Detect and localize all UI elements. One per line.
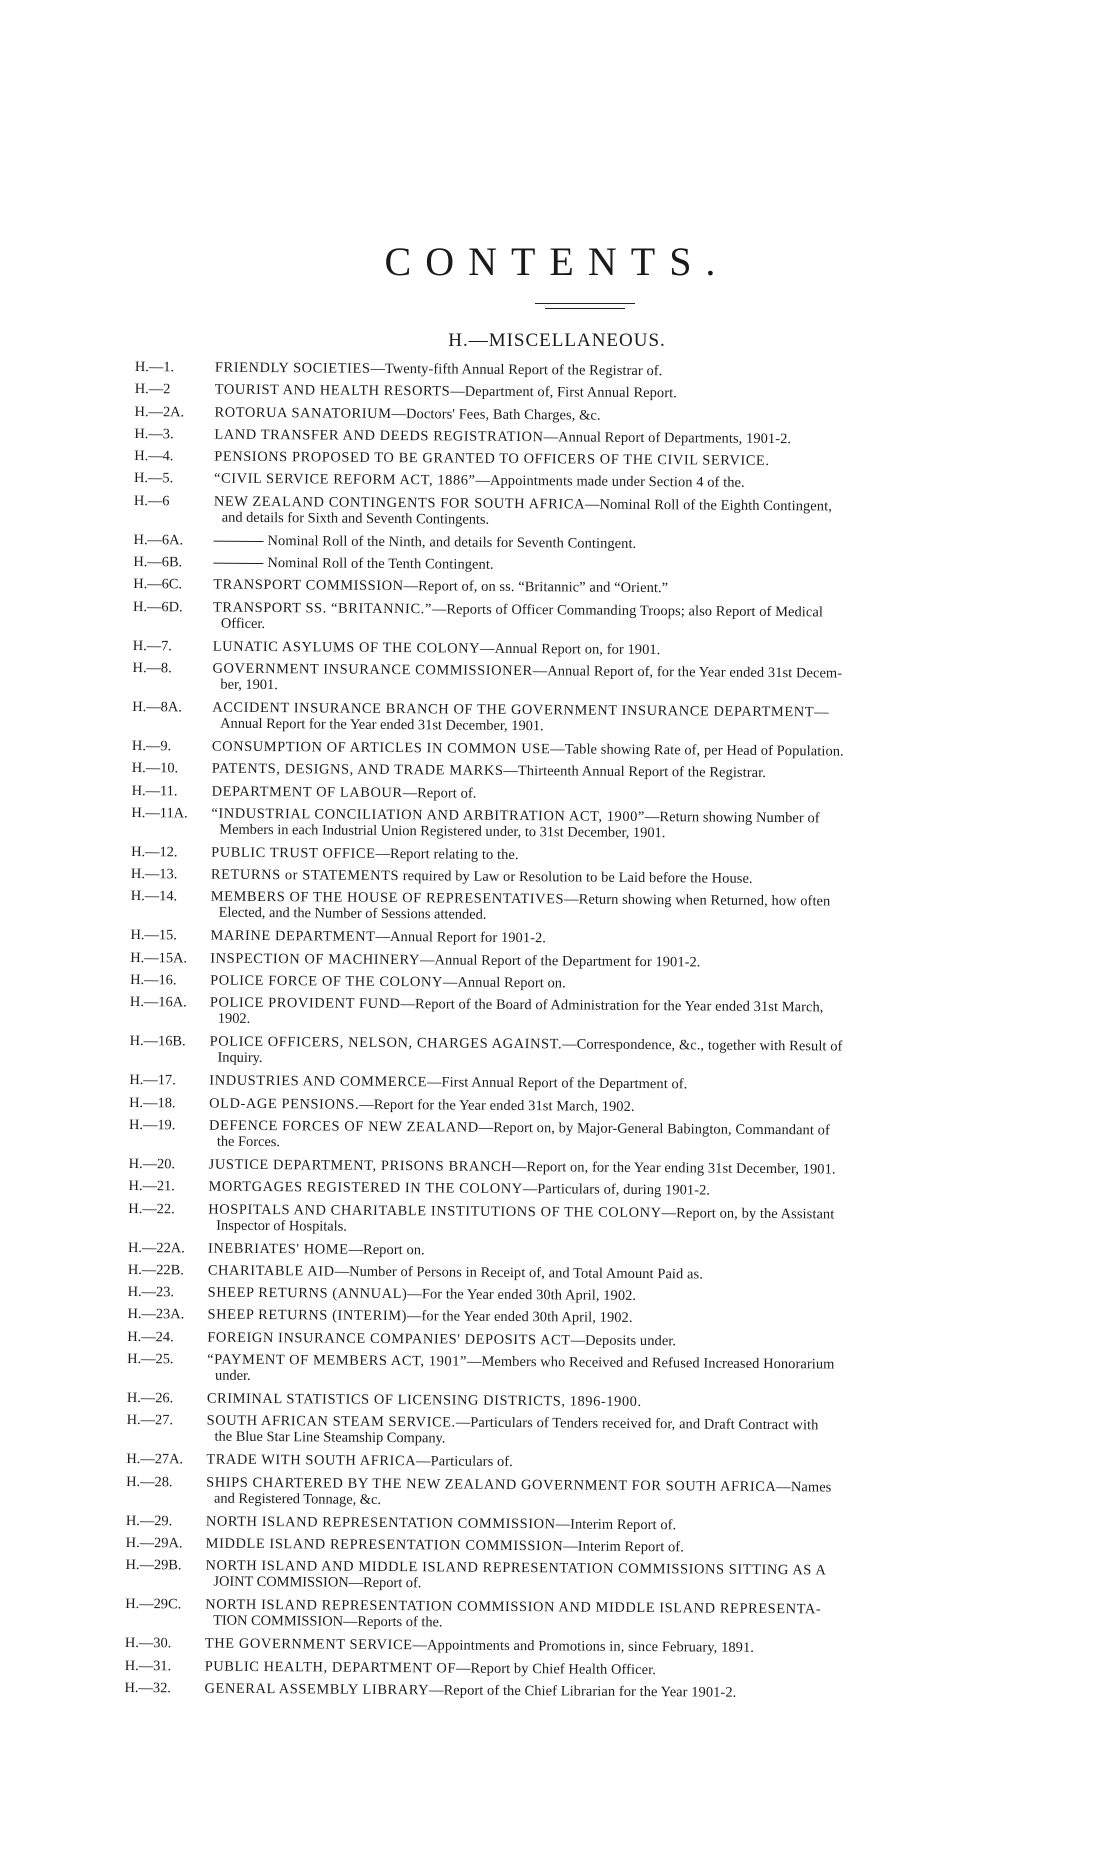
- entry-description: —Reports of Officer Commanding Troops; also Report of Medical: [431, 601, 824, 621]
- entry-continuation: JOINT COMMISSION—Report of.: [213, 1573, 422, 1592]
- entry-heading: POLICE OFFICERS, NELSON, CHARGES AGAINST.: [209, 1033, 563, 1053]
- entry-heading: SHIPS CHARTERED BY THE NEW ZEALAND GOVERNMENT FOR SOUTH AFRICA: [206, 1474, 777, 1495]
- entry-text: [209, 1096, 1009, 1117]
- entry-description: —for the Year ended 30th April, 1902.: [406, 1308, 633, 1327]
- entry-reference: H.—6D.: [132, 598, 183, 616]
- entry-heading: LUNATIC ASYLUMS OF THE COLONY: [212, 638, 481, 657]
- contents-entry: [133, 555, 1013, 577]
- entry-description: —Report relating to the.: [375, 845, 519, 863]
- contents-entry: [125, 1658, 1005, 1680]
- entry-heading: LAND TRANSFER AND DEEDS REGISTRATION: [214, 426, 544, 446]
- entry-text: [205, 1681, 1005, 1702]
- entry-description: —Annual Report of Departments, 1901-2.: [543, 429, 792, 448]
- entry-description: —Particulars of Tenders received for, and Draft Contract with: [455, 1414, 819, 1434]
- entry-reference: H.—16B.: [129, 1033, 186, 1050]
- entry-text: [208, 1286, 1008, 1307]
- entry-text: [208, 1241, 1008, 1262]
- entry-continuation: Officer.: [220, 615, 266, 632]
- entry-description: —Nominal Roll of the Eighth Contingent,: [584, 496, 832, 515]
- entry-reference: H.—29.: [125, 1512, 173, 1529]
- entry-description: —Interim Report of.: [563, 1538, 685, 1556]
- entry-reference: H.—15.: [130, 927, 177, 944]
- entry-text: [215, 383, 1015, 404]
- entry-description: —Report of the Chief Librarian for the Year 1901-2.: [429, 1682, 737, 1701]
- entry-heading: CONSUMPTION OF ARTICLES IN COMMON USE: [211, 738, 551, 758]
- entry-reference: H.—22B.: [127, 1261, 184, 1279]
- contents-entry: [130, 973, 1010, 995]
- entry-continuation: and Registered Tonnage, &c.: [213, 1490, 382, 1508]
- entry-reference: H.—1.: [134, 359, 175, 376]
- entry-description: Nominal Roll of the Ninth, and details for Seventh Contingent.: [267, 532, 637, 552]
- entry-text: [214, 472, 1014, 493]
- entry-text: [209, 1158, 1009, 1179]
- entry-reference: H.—7.: [132, 637, 173, 654]
- contents-entry: [132, 761, 1012, 783]
- contents-entry: [126, 1514, 1006, 1536]
- entry-description: —Report on, by Major-General Babington, Commandant of: [478, 1119, 830, 1139]
- entry-continuation: 1902.: [217, 1011, 251, 1028]
- entry-description: —First Annual Report of the Department of.: [426, 1074, 688, 1093]
- entry-reference: H.—13.: [130, 866, 178, 883]
- contents-entry: [132, 739, 1012, 761]
- entry-reference: H.—9.: [131, 737, 172, 755]
- entry-reference: H.—25.: [127, 1350, 174, 1368]
- entry-description: —Report on.: [348, 1241, 425, 1258]
- entry-description: —Return showing Number of: [644, 808, 820, 827]
- entry-text: [215, 361, 1015, 382]
- entry-text: [210, 974, 1010, 995]
- entry-heading: CHARITABLE AID: [207, 1262, 335, 1280]
- contents-entry: [129, 1096, 1009, 1118]
- entry-heading: GENERAL ASSEMBLY LIBRARY: [204, 1680, 430, 1699]
- entry-heading: “PAYMENT OF MEMBERS ACT, 1901”: [207, 1351, 468, 1370]
- entry-reference: H.—26.: [126, 1389, 174, 1407]
- entry-description: —Annual Report on, for 1901.: [480, 640, 661, 658]
- entry-description: —Report for the Year ended 31st March, 1902.: [359, 1096, 635, 1115]
- entry-description: required by Law or Resolution to be Laid before the House.: [399, 868, 753, 888]
- contents-entry: [135, 360, 1015, 382]
- entry-description: —Annual Report of, for the Year ended 31st Decem-: [532, 663, 843, 682]
- ditto-dash: [214, 541, 264, 542]
- contents-entry: [133, 577, 1013, 599]
- contents-entry: [130, 928, 1010, 950]
- entry-description: —Appointments and Promotions in, since February, 1891.: [412, 1637, 755, 1657]
- entry-description: —Twenty-fifth Annual Report of the Registrar of.: [370, 360, 663, 380]
- entry-text: [205, 1637, 1005, 1658]
- entry-heading: TRANSPORT COMMISSION: [213, 576, 404, 595]
- entry-reference: H.—2: [134, 381, 171, 398]
- entry-reference: H.—31.: [124, 1657, 172, 1674]
- entry-heading: THE GOVERNMENT SERVICE: [204, 1635, 413, 1654]
- entry-reference: H.—11.: [131, 782, 178, 799]
- entry-heading: GOVERNMENT INSURANCE COMMISSIONER: [212, 660, 533, 680]
- entry-text: [209, 1074, 1009, 1095]
- entry-heading: ROTORUA SANATORIUM: [214, 404, 392, 422]
- entry-reference: H.—6C.: [133, 576, 183, 593]
- entry-continuation: Elected, and the Number of Sessions attended.: [218, 905, 487, 924]
- entry-heading: NORTH ISLAND REPRESENTATION COMMISSION: [205, 1513, 556, 1532]
- entry-heading: TRANSPORT SS. “BRITANNIC.”: [212, 599, 432, 618]
- contents-entry: [134, 449, 1014, 471]
- entry-continuation: TION COMMISSION—Reports of the.: [213, 1612, 443, 1631]
- entry-heading: JUSTICE DEPARTMENT, PRISONS BRANCH: [208, 1156, 513, 1175]
- contents-entry: [134, 533, 1014, 555]
- entry-description: —Annual Report for 1901-2.: [375, 929, 547, 947]
- entry-heading: POLICE FORCE OF THE COLONY: [210, 972, 443, 991]
- contents-entry: [134, 471, 1014, 493]
- entry-text: [212, 784, 1012, 805]
- contents-entry: [127, 1330, 1007, 1352]
- entry-text: [207, 1330, 1007, 1351]
- entry-text: [205, 1659, 1005, 1680]
- entry-reference: H.—29A.: [125, 1534, 183, 1552]
- entry-heading: PUBLIC TRUST OFFICE: [211, 844, 376, 862]
- contents-entry: [126, 1536, 1006, 1558]
- entry-heading: NORTH ISLAND REPRESENTATION COMMISSION AND MIDDLE ISLAND REPRESENTA-: [205, 1596, 822, 1618]
- entry-heading: TOURIST AND HEALTH RESORTS: [214, 381, 451, 400]
- entry-heading: MORTGAGES REGISTERED IN THE COLONY: [208, 1178, 523, 1198]
- entry-description: —Report of, on ss. “Britannic” and “Orient.”: [403, 578, 669, 597]
- entry-text: [212, 762, 1012, 783]
- entry-reference: H.—4.: [134, 448, 174, 465]
- entry-reference: H.—17.: [129, 1072, 176, 1089]
- entry-text: [213, 556, 1013, 577]
- entry-text: [208, 1263, 1008, 1284]
- entry-reference: H.—22.: [128, 1200, 175, 1217]
- entry-text: [206, 1514, 1006, 1535]
- entry-description: —Number of Persons in Receipt of, and Total Amount Paid as.: [334, 1263, 704, 1283]
- entry-reference: H.—29B.: [125, 1557, 182, 1574]
- entry-reference: H.—20.: [128, 1155, 176, 1173]
- entry-description: —For the Year ended 30th April, 1902.: [407, 1286, 637, 1305]
- contents-entry: [127, 1307, 1007, 1329]
- entry-continuation: and details for Sixth and Seventh Contingents.: [221, 509, 490, 528]
- entry-heading: RETURNS or STATEMENTS: [210, 866, 400, 885]
- entry-text: [214, 450, 1014, 471]
- entry-heading: NEW ZEALAND CONTINGENTS FOR SOUTH AFRICA: [213, 493, 586, 513]
- entry-reference: H.—16A.: [129, 994, 187, 1011]
- entry-reference: H.—18.: [129, 1094, 176, 1111]
- entry-text: [213, 639, 1013, 660]
- entry-heading: SHEEP RETURNS (INTERIM): [207, 1307, 408, 1325]
- contents-entry: [125, 1681, 1005, 1703]
- entry-heading: POLICE PROVIDENT FUND: [209, 994, 401, 1013]
- contents-entry: [129, 1157, 1009, 1179]
- page-title: CONTENTS.: [384, 239, 730, 284]
- entry-reference: H.—11A.: [131, 804, 188, 822]
- entry-reference: H.—27A.: [126, 1451, 184, 1468]
- entry-reference: H.—21.: [128, 1178, 175, 1195]
- entry-description: —Annual Report on.: [442, 974, 566, 992]
- entry-description: —Table showing Rate of, per Head of Population.: [550, 741, 844, 760]
- entry-description: —: [814, 704, 829, 721]
- entry-description: —Report of the Board of Administration for the Year ended 31st March,: [400, 996, 824, 1016]
- entry-continuation: the Forces.: [216, 1133, 281, 1151]
- contents-entry: [131, 867, 1011, 889]
- entry-description: —Return showing when Returned, how often: [564, 891, 831, 910]
- entry-continuation: Inquiry.: [217, 1050, 263, 1067]
- entry-heading: TRADE WITH SOUTH AFRICA: [206, 1451, 417, 1470]
- entry-reference: H.—29C.: [125, 1596, 182, 1613]
- entry-reference: H.—8A.: [132, 698, 182, 716]
- entry-reference: H.—23A.: [127, 1306, 185, 1323]
- entry-reference: H.—16.: [130, 972, 177, 989]
- entry-reference: H.—12.: [131, 843, 178, 861]
- entry-description: —Deposits under.: [570, 1332, 677, 1349]
- contents-entry: [128, 1241, 1008, 1263]
- entry-description: —Particulars of, during 1901-2.: [522, 1181, 711, 1199]
- entry-reference: H.—3.: [134, 425, 174, 443]
- entry-reference: H.—30.: [124, 1635, 172, 1652]
- contents-entry: [129, 1073, 1009, 1095]
- entry-reference: H.—8.: [132, 659, 172, 677]
- entry-text: [214, 533, 1014, 554]
- contents-entry: [128, 1285, 1008, 1307]
- entry-heading: SOUTH AFRICAN STEAM SERVICE.: [206, 1412, 456, 1431]
- entry-reference: H.—27.: [126, 1412, 174, 1429]
- entry-reference: H.—5.: [134, 470, 174, 487]
- entry-heading: “CIVIL SERVICE REFORM ACT, 1886”: [214, 471, 476, 490]
- entry-continuation: Inspector of Hospitals.: [216, 1217, 347, 1235]
- entry-reference: H.—2A.: [134, 403, 185, 420]
- ditto-dash: [213, 563, 263, 564]
- entry-description: —Names: [776, 1478, 832, 1496]
- title-rule-short: [545, 308, 625, 309]
- entry-heading: HOSPITALS AND CHARITABLE INSTITUTIONS OF THE COLONY: [208, 1201, 662, 1221]
- entry-continuation: the Blue Star Line Steamship Company.: [214, 1428, 446, 1447]
- entry-reference: H.—10.: [131, 760, 179, 777]
- contents-entry: [128, 1263, 1008, 1285]
- entry-description: —Report on, for the Year ending 31st December, 1901.: [512, 1158, 836, 1178]
- entry-text: [211, 868, 1011, 889]
- entry-heading: CRIMINAL STATISTICS OF LICENSING DISTRICTS, 1896-1900.: [206, 1390, 642, 1411]
- section-heading: H.—MISCELLANEOUS.: [448, 330, 666, 351]
- entry-heading: OLD-AGE PENSIONS.: [209, 1095, 360, 1113]
- contents-entry: [135, 382, 1015, 404]
- entry-heading: PATENTS, DESIGNS, AND TRADE MARKS: [211, 760, 504, 780]
- contents-entry: [128, 1179, 1008, 1201]
- contents-entry: [133, 639, 1013, 661]
- entry-text: [210, 951, 1010, 972]
- entry-reference: H.—24.: [127, 1328, 174, 1346]
- entry-reference: H.—32.: [124, 1679, 172, 1697]
- entry-description: —Appointments made under Section 4 of the.: [475, 473, 745, 492]
- entry-description: —Report on, by the Assistant: [661, 1204, 835, 1223]
- entry-heading: SHEEP RETURNS (ANNUAL): [207, 1284, 408, 1303]
- entry-text: [207, 1392, 1007, 1413]
- entry-text: [214, 428, 1014, 449]
- entry-heading: NORTH ISLAND AND MIDDLE ISLAND REPRESENTATION COMMISSIONS SITTING AS A: [205, 1557, 827, 1579]
- contents-list: [124, 360, 1015, 1710]
- entry-heading: “INDUSTRIAL CONCILIATION AND ARBITRATION ACT, 1900”: [211, 805, 646, 825]
- entry-reference: H.—15A.: [130, 949, 188, 967]
- entry-heading: DEPARTMENT OF LABOUR: [211, 783, 403, 801]
- entry-heading: FOREIGN INSURANCE COMPANIES' DEPOSITS ACT: [207, 1329, 571, 1349]
- entry-continuation: Members in each Industrial Union Registered under, to 31st December, 1901.: [219, 821, 666, 842]
- entry-text: [206, 1536, 1006, 1557]
- entry-text: [206, 1453, 1006, 1474]
- entry-heading: PENSIONS PROPOSED TO BE GRANTED TO OFFICERS OF THE CIVIL SERVICE.: [214, 448, 770, 470]
- entry-reference: H.—6A.: [133, 531, 184, 549]
- entry-heading: PUBLIC HEALTH, DEPARTMENT OF: [204, 1658, 457, 1677]
- entry-description: —Correspondence, &c., together with Result of: [562, 1036, 843, 1055]
- entry-reference: H.—28.: [126, 1473, 173, 1490]
- entry-text: [213, 578, 1013, 599]
- entry-text: [211, 845, 1011, 866]
- entry-text: [208, 1180, 1008, 1201]
- entry-description: —Annual Report of the Department for 1901-2.: [419, 952, 701, 971]
- entry-text: [215, 405, 1015, 426]
- contents-entry: [135, 405, 1015, 427]
- entry-text: [210, 929, 1010, 950]
- entry-heading: MEMBERS OF THE HOUSE OF REPRESENTATIVES: [210, 889, 565, 908]
- entry-reference: H.—19.: [128, 1116, 176, 1134]
- entry-heading: FRIENDLY SOCIETIES: [214, 359, 371, 377]
- entry-continuation: under.: [214, 1367, 251, 1384]
- entry-reference: H.—23.: [127, 1284, 175, 1301]
- entry-continuation: Annual Report for the Year ended 31st December, 1901.: [220, 715, 544, 735]
- entry-description: —Report by Chief Health Officer.: [455, 1660, 657, 1678]
- entry-reference: H.—6: [133, 492, 170, 510]
- title-rule: [535, 303, 635, 304]
- contents-entry: [126, 1452, 1006, 1474]
- entry-description: Nominal Roll of the Tenth Contingent.: [267, 555, 494, 573]
- entry-text: [207, 1308, 1007, 1329]
- entry-heading: INSPECTION OF MACHINERY: [210, 950, 421, 969]
- entry-reference: H.—22A.: [127, 1239, 185, 1256]
- entry-description: —Particulars of.: [416, 1453, 513, 1471]
- entry-heading: DEFENCE FORCES OF NEW ZEALAND: [208, 1117, 479, 1136]
- contents-entry: [132, 784, 1012, 806]
- entry-reference: H.—6B.: [133, 554, 183, 571]
- entry-reference: H.—14.: [130, 888, 178, 905]
- entry-heading: MIDDLE ISLAND REPRESENTATION COMMISSION: [205, 1535, 564, 1555]
- entry-description: —Interim Report of.: [555, 1515, 677, 1533]
- entry-description: —Report of.: [402, 784, 477, 802]
- entry-description: —Members who Received and Refused Increased Honorarium: [466, 1353, 835, 1373]
- entry-heading: INEBRIATES' HOME: [207, 1240, 349, 1258]
- entry-description: —Thirteenth Annual Report of the Registrar.: [503, 763, 766, 782]
- entry-description: —Department of, First Annual Report.: [450, 383, 678, 402]
- contents-entry: [130, 951, 1010, 973]
- contents-entry: [134, 427, 1014, 449]
- entry-heading: INDUSTRIES AND COMMERCE: [209, 1072, 428, 1091]
- contents-entry: [127, 1391, 1007, 1413]
- entry-text: [212, 740, 1012, 761]
- entry-heading: ACCIDENT INSURANCE BRANCH OF THE GOVERNMENT INSURANCE DEPARTMENT: [212, 699, 815, 721]
- entry-description: —Doctors' Fees, Bath Charges, &c.: [391, 405, 601, 424]
- contents-entry: [131, 845, 1011, 867]
- entry-heading: MARINE DEPARTMENT: [210, 928, 376, 946]
- entry-continuation: ber, 1901.: [220, 676, 278, 694]
- contents-entry: [125, 1636, 1005, 1658]
